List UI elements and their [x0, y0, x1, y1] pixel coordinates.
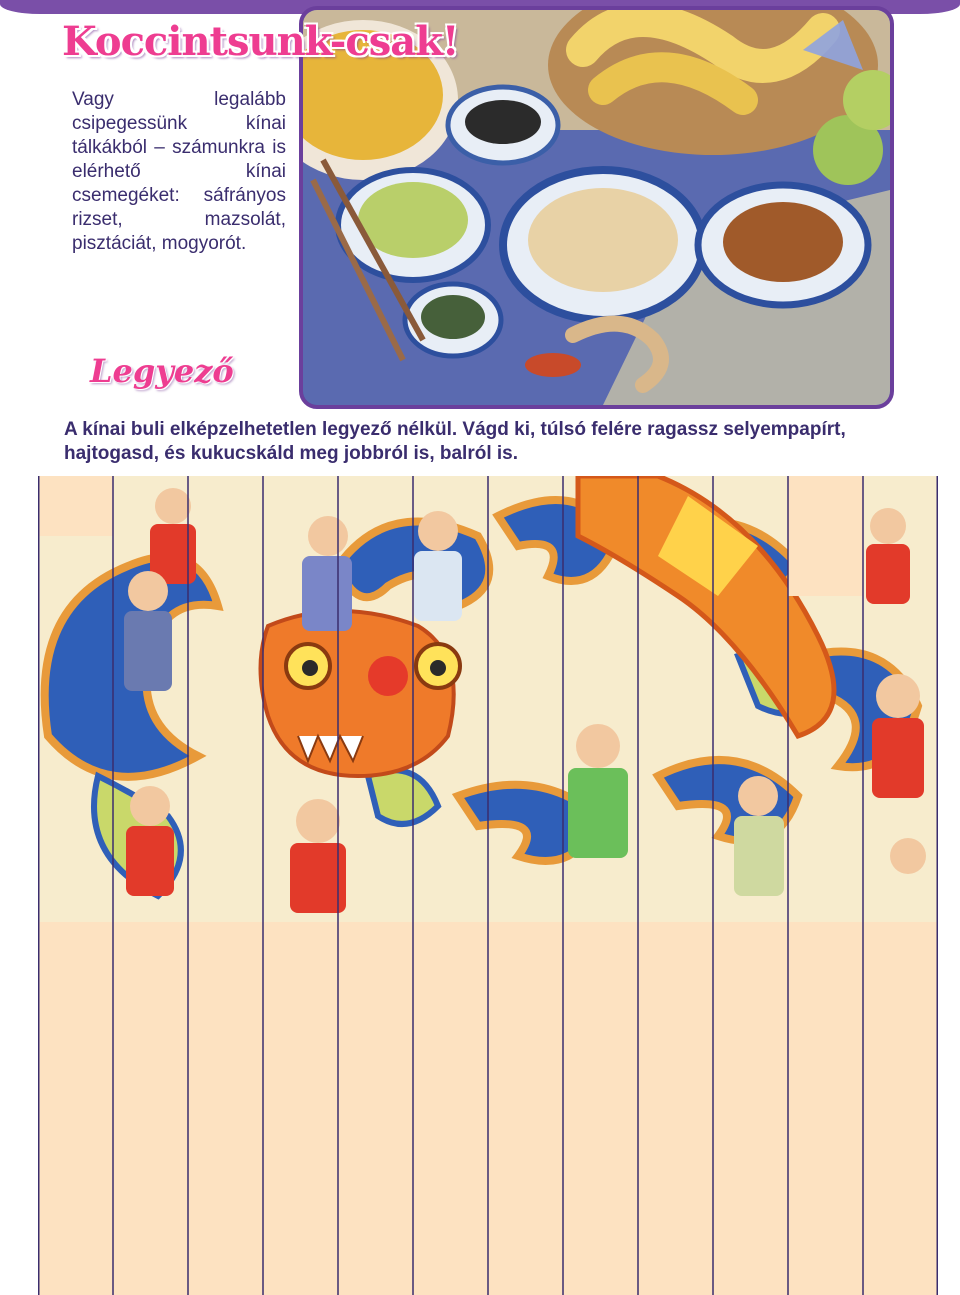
food-photo	[299, 6, 894, 409]
section-title: Legyező	[90, 352, 234, 390]
food-photo-icon	[303, 10, 890, 405]
page-title: Koccintsunk-csak!	[62, 18, 459, 65]
fan-cutout	[38, 476, 938, 1295]
fold-lines	[38, 476, 938, 1295]
section-text: A kínai buli elképzelhetetlen legyező nélkül. Vágd ki, túlsó felére ragassz selyempapírt, hajtogasd, és kukucskáld meg jobbról is, balról is.	[64, 419, 846, 464]
intro-text: Vagy legalább csipegessünk kínai tálkákból – számunkra is elérhető kínai csemegéket: sáfrányos rizset, mazsolát, pisztáciát, mogyorót.	[72, 89, 286, 254]
